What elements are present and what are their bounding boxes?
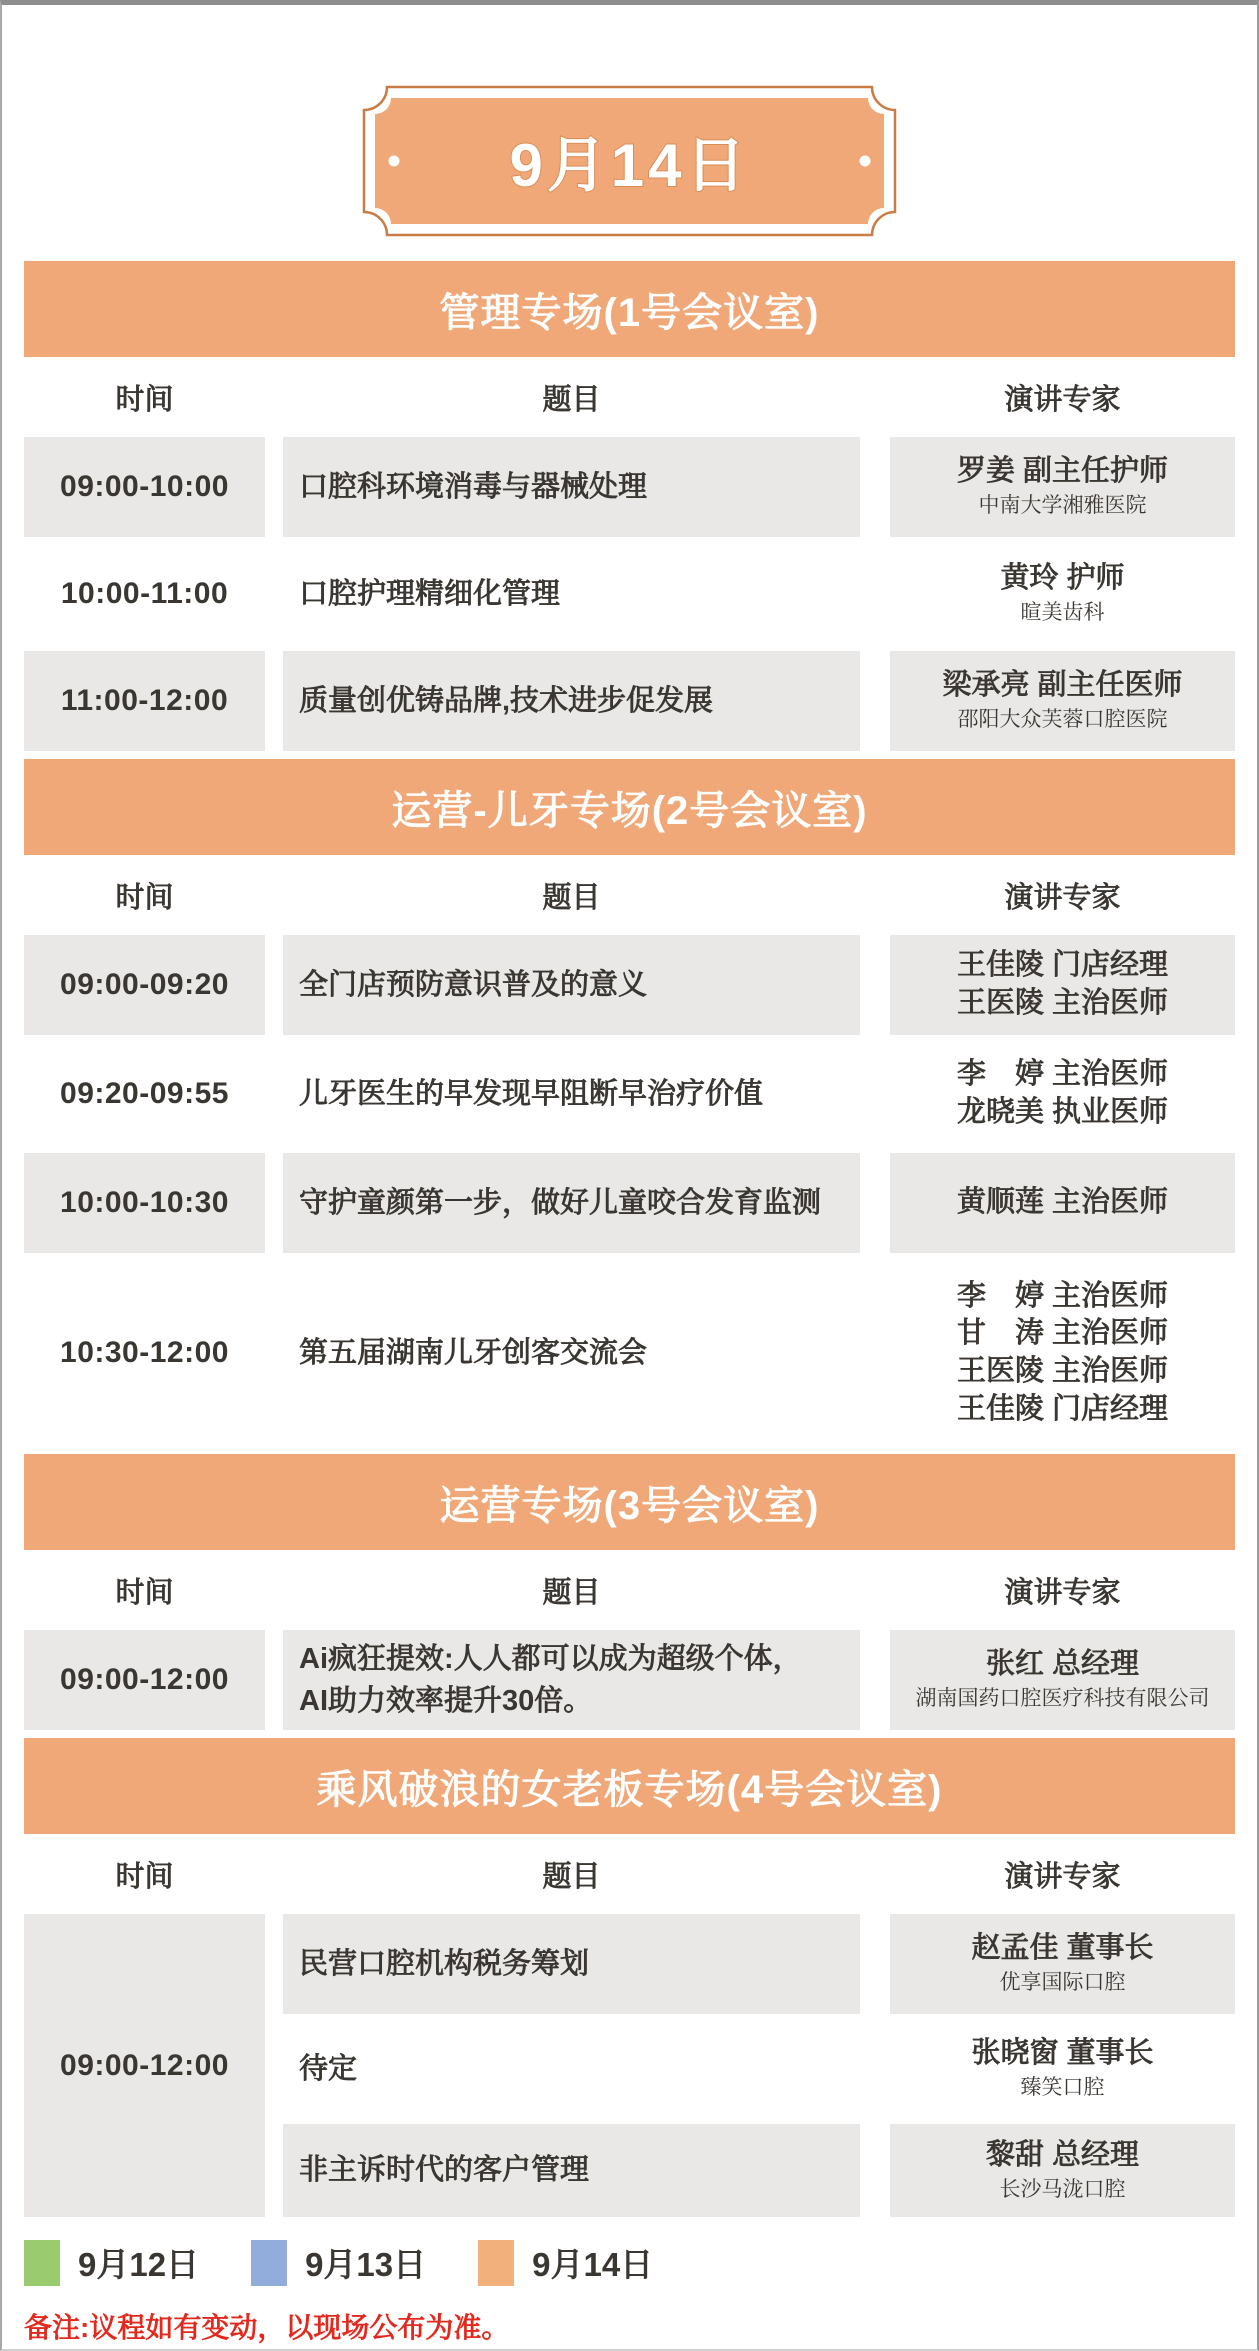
- speaker-cell: [890, 1042, 1235, 1146]
- section-operations: [24, 1454, 1235, 1730]
- blue-swatch-icon: [251, 2240, 287, 2286]
- session-title-band: [24, 261, 1235, 357]
- topic-line: Ai疯狂提效:人人都可以成为超级个体，: [299, 1642, 802, 1675]
- speaker-name: 王医陵 主治医师: [956, 987, 1169, 1019]
- topic-line: 民营口腔机构税务筹划: [299, 1947, 590, 1980]
- legend-label: 9月13日: [305, 2246, 427, 2283]
- speaker-name: 李 婷 主治医师: [956, 1279, 1169, 1312]
- speaker-org: 长沙马泷口腔: [999, 2177, 1126, 2201]
- header-time: 时间: [115, 881, 174, 914]
- speaker-cell: [890, 1153, 1235, 1253]
- topic-cell: [283, 1042, 860, 1146]
- time-cell: 09:00-09:20: [24, 935, 265, 1035]
- merged-time-cell: 09:00-12:00: [24, 1914, 265, 2217]
- speaker-name: 罗姜 副主任护师: [956, 455, 1169, 488]
- remark-note: 备注:议程如有变动，以现场公布为准。: [24, 2312, 510, 2343]
- speaker-cell: [890, 2124, 1235, 2217]
- header-speaker: 演讲专家: [1004, 1860, 1121, 1893]
- header-topic: 题目: [542, 1860, 601, 1893]
- topic-cell: [283, 1260, 860, 1446]
- columns-header: [24, 357, 1235, 437]
- speaker-name: 黄顺莲 主治医师: [956, 1186, 1169, 1219]
- time-cell: 09:00-12:00: [24, 1630, 265, 1730]
- speaker-org: 暄美齿科: [1020, 601, 1105, 625]
- green-swatch-icon: [24, 2240, 60, 2286]
- table-row: [24, 1042, 1235, 1146]
- speaker-cell: [890, 2021, 1235, 2117]
- header-speaker: 演讲专家: [1004, 383, 1121, 416]
- time-cell: 10:30-12:00: [60, 1336, 229, 1369]
- time-cell: 11:00-12:00: [24, 651, 265, 751]
- legend-item-sep14: [478, 2239, 653, 2286]
- section-pediatric: [24, 759, 1235, 1446]
- topic-line: AI助力效率提升30倍。: [299, 1685, 593, 1717]
- section-management: [24, 261, 1235, 751]
- table-row: [24, 544, 1235, 644]
- merged-rows-block: [24, 1914, 1235, 2217]
- speaker-name: 李 婷 主治医师: [956, 1058, 1169, 1091]
- header-time: 时间: [115, 1576, 174, 1609]
- topic-line: 口腔护理精细化管理: [299, 577, 561, 610]
- columns-header: [24, 1834, 1235, 1914]
- columns-header: [24, 855, 1235, 935]
- topic-cell: [283, 1914, 860, 2014]
- speaker-name: 王医陵 主治医师: [956, 1355, 1169, 1387]
- speaker-name: 王佳陵 门店经理: [956, 1392, 1169, 1425]
- page-title: 9月14日: [509, 132, 750, 199]
- header-topic: 题目: [542, 1576, 601, 1609]
- speaker-org: 中南大学湘雅医院: [978, 494, 1147, 518]
- table-row: [24, 651, 1235, 751]
- speaker-name: 龙晓美 执业医师: [956, 1096, 1169, 1128]
- topic-cell: [283, 437, 860, 537]
- speaker-cell: [890, 935, 1235, 1035]
- topic-line: 第五届湖南儿牙创客交流会: [299, 1336, 648, 1369]
- speaker-cell: [890, 651, 1235, 751]
- speaker-org: 臻笑口腔: [1020, 2076, 1105, 2100]
- table-row: [24, 935, 1235, 1035]
- session-title-band: [24, 1738, 1235, 1834]
- legend-label: 9月12日: [78, 2246, 200, 2283]
- speaker-org: 优享国际口腔: [999, 1971, 1126, 1995]
- speaker-cell: [890, 1260, 1235, 1446]
- date-plaque-wrap: [24, 85, 1235, 237]
- section-lady-boss: [24, 1738, 1235, 2217]
- speaker-org: 湖南国药口腔医疗科技有限公司: [915, 1687, 1210, 1711]
- speaker-name: 张晓窗 董事长: [971, 2037, 1154, 2070]
- legend-item-sep12: [24, 2239, 199, 2286]
- table-row: [24, 1153, 1235, 1253]
- topic-line: 质量创优铸品牌,技术进步促发展: [299, 684, 714, 717]
- topic-line: 儿牙医生的早发现早阻断早治疗价值: [299, 1077, 764, 1110]
- speaker-cell: [890, 1914, 1235, 2014]
- date-legend: [24, 2239, 1235, 2286]
- session-title-band: [24, 759, 1235, 855]
- speaker-cell: [890, 544, 1235, 644]
- speaker-name: 张红 总经理: [985, 1648, 1140, 1681]
- topic-line: 口腔科环境消毒与器械处理: [299, 470, 648, 503]
- time-cell: 09:00-10:00: [24, 437, 265, 537]
- topic-cell: [283, 2021, 860, 2117]
- session-title: 运营专场(3号会议室): [439, 1483, 820, 1528]
- topic-cell: [283, 2124, 860, 2217]
- speaker-name: 黎甜 总经理: [985, 2138, 1140, 2171]
- topic-cell: [283, 935, 860, 1035]
- speaker-cell: [890, 437, 1235, 537]
- speaker-org: 邵阳大众芙蓉口腔医院: [957, 708, 1168, 732]
- topic-line: 待定: [299, 2052, 358, 2085]
- speaker-name: 梁承亮 副主任医师: [942, 669, 1183, 702]
- topic-line: 非主诉时代的客户管理: [299, 2154, 590, 2187]
- session-title: 运营-儿牙专场(2号会议室): [391, 788, 868, 833]
- speaker-name: 赵孟佳 董事长: [971, 1932, 1154, 1965]
- speaker-name: 王佳陵 门店经理: [956, 949, 1169, 982]
- header-time: 时间: [115, 383, 174, 416]
- topic-line: 全门店预防意识普及的意义: [299, 968, 648, 1001]
- table-row: [24, 1630, 1235, 1730]
- legend-label: 9月14日: [532, 2246, 654, 2283]
- orange-swatch-icon: [478, 2240, 514, 2286]
- header-time: 时间: [115, 1860, 174, 1893]
- session-title: 乘风破浪的女老板专场(4号会议室): [316, 1767, 943, 1812]
- legend-item-sep13: [251, 2239, 426, 2286]
- date-plaque: [362, 85, 897, 237]
- header-topic: 题目: [542, 881, 601, 914]
- table-row: [24, 1260, 1235, 1446]
- topic-cell: [283, 544, 860, 644]
- topic-cell: [283, 1630, 860, 1730]
- speaker-name: 黄玲 护师: [1000, 562, 1125, 595]
- speaker-name: 甘 涛 主治医师: [956, 1317, 1169, 1350]
- topic-cell: [283, 651, 860, 751]
- session-title: 管理专场(1号会议室): [439, 290, 820, 335]
- columns-header: [24, 1550, 1235, 1630]
- header-speaker: 演讲专家: [1004, 1576, 1121, 1609]
- time-cell: 10:00-10:30: [24, 1153, 265, 1253]
- header-speaker: 演讲专家: [1004, 881, 1121, 914]
- time-cell: 09:20-09:55: [60, 1077, 229, 1110]
- header-topic: 题目: [542, 383, 601, 416]
- time-cell: 10:00-11:00: [60, 577, 229, 610]
- topic-cell: [283, 1153, 860, 1253]
- session-title-band: [24, 1454, 1235, 1550]
- speaker-cell: [890, 1630, 1235, 1730]
- table-row: [24, 437, 1235, 537]
- topic-line: 守护童颜第一步，做好儿童咬合发育监测: [299, 1186, 822, 1219]
